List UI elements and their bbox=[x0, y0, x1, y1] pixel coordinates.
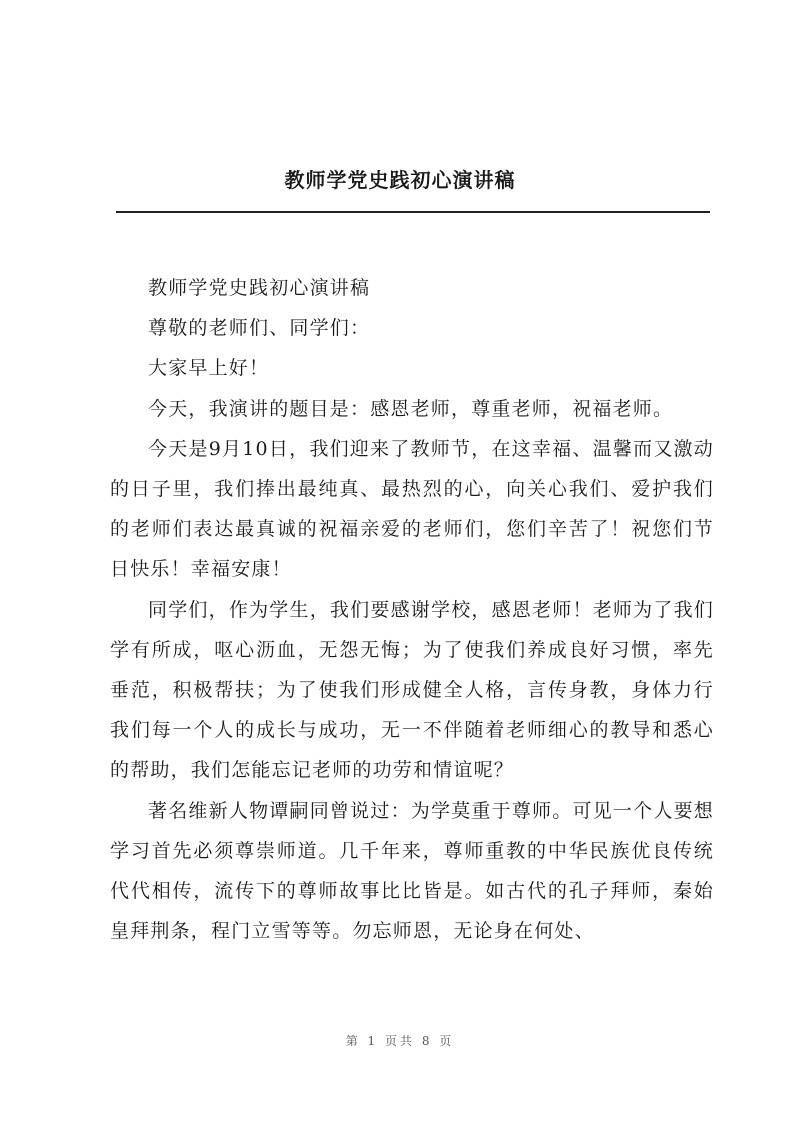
body-paragraph: 尊敬的老师们、同学们： bbox=[148, 317, 371, 340]
body-paragraph: 教师学党史践初心演讲稿 bbox=[148, 277, 371, 299]
document-body bbox=[110, 268, 714, 951]
body-paragraph: 今天是9月10日，我们迎来了教师节，在这幸福、温馨而又激动的日子里，我们捧出最纯真、最热烈的心，向关心我们、爱护我们的老师们表达最真诚的祝福亲爱的老师们，您们辛苦了！祝您们节日快乐！幸福安康！ bbox=[110, 437, 714, 581]
body-paragraph: 今天，我演讲的题目是：感恩老师，尊重老师，祝福老师。 bbox=[148, 397, 674, 420]
title-divider bbox=[116, 211, 710, 213]
document-title: 教师学党史践初心演讲稿 bbox=[284, 168, 516, 192]
page-number: 第 1 页共 8 页 bbox=[345, 1034, 455, 1048]
body-paragraph: 著名维新人物谭嗣同曾说过：为学莫重于尊师。可见一个人要想学习首先必须尊崇师道。几千年来，尊师重教的中华民族优良传统代代相传，流传下的尊师故事比比皆是。如古代的孔子拜师，秦始皇拜荆条，程门立雪等等。勿忘师恩，无论身在何处、 bbox=[110, 799, 714, 943]
body-paragraph: 大家早上好！ bbox=[148, 357, 270, 380]
body-paragraph: 同学们，作为学生，我们要感谢学校，感恩老师！老师为了我们学有所成，呕心沥血，无怨无悔；为了使我们养成良好习惯，率先垂范，积极帮扶；为了使我们形成健全人格，言传身教，身体力行我们每一个人的成长与成功，无一不伴随着老师细心的教导和悉心的帮助，我们怎能忘记老师的功劳和情谊呢？ bbox=[110, 598, 714, 782]
